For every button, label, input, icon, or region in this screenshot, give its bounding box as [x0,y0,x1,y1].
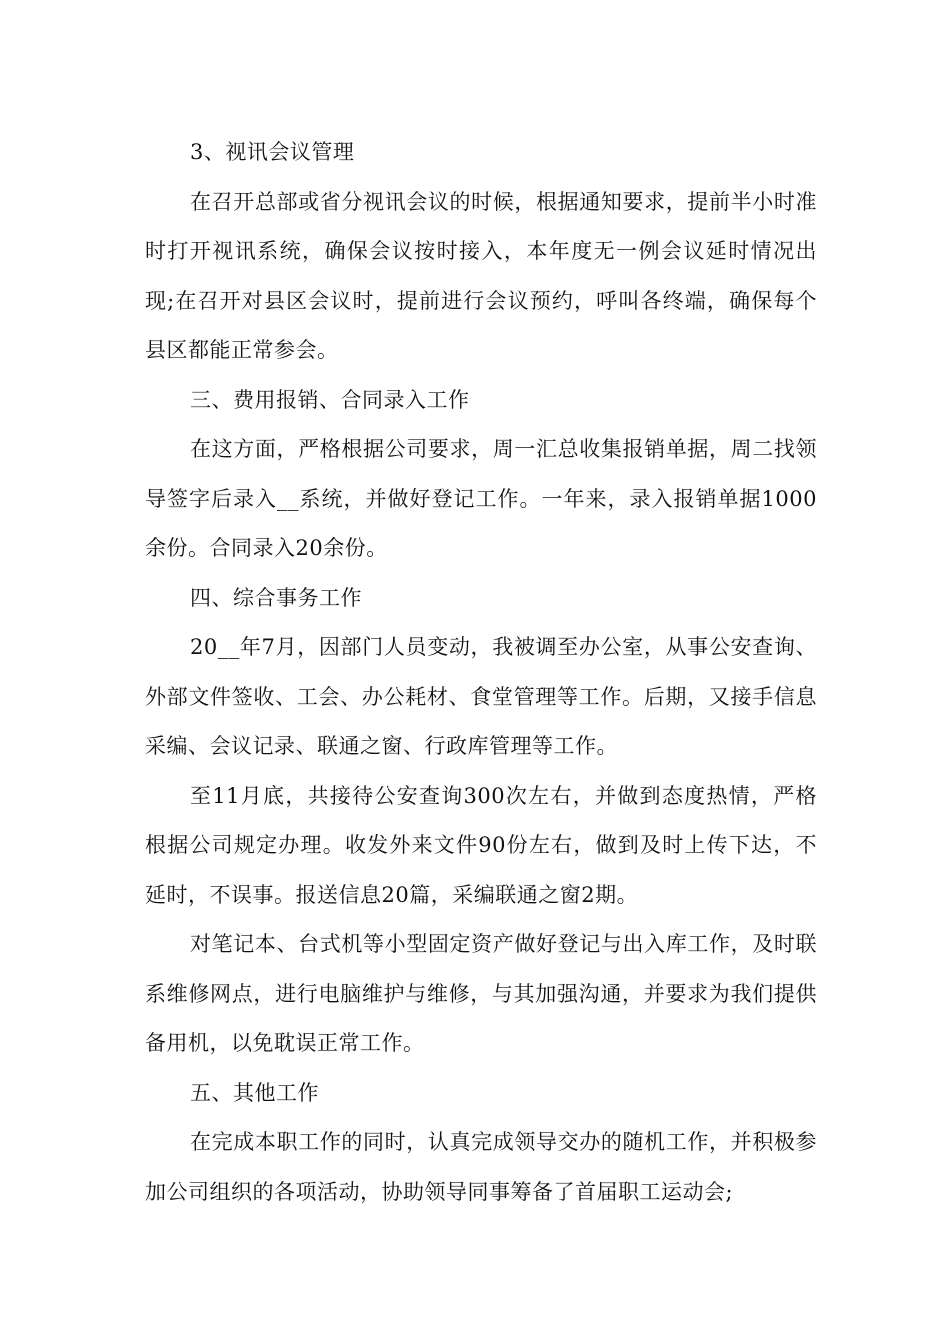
document-body [145,128,817,1217]
paragraph-fixed-assets: 对笔记本、台式机等小型固定资产做好登记与出入库工作，及时联系维修网点，进行电脑维护与维修，与其加强沟通，并要求为我们提供备用机，以免耽误正常工作。 [145,932,817,1055]
heading-expense-contract: 三、费用报销、合同录入工作 [190,387,470,412]
heading-general-affairs: 四、综合事务工作 [190,585,362,610]
paragraph-general-affairs: 20__年7月，因部门人员变动，我被调至办公室，从事公安查询、外部文件签收、工会、办公耗材、食堂管理等工作。后期，又接手信息采编、会议记录、联通之窗、行政库管理等工作。 [145,635,817,758]
paragraph-expense-contract: 在这方面，严格根据公司要求，周一汇总收集报销单据，周二找领导签字后录入__系统，并做好登记工作。一年来，录入报销单据1000余份。合同录入20余份。 [145,437,817,560]
paragraph-police-inquiry: 至11月底，共接待公安查询300次左右，并做到态度热情，严格根据公司规定办理。收发外来文件90份左右，做到及时上传下达，不延时，不误事。报送信息20篇，采编联通之窗2期。 [145,783,817,907]
paragraph-other-work: 在完成本职工作的同时，认真完成领导交办的随机工作，并积极参加公司组织的各项活动，协助领导同事筹备了首届职工运动会; [145,1130,817,1204]
heading-video-conference: 3、视讯会议管理 [190,140,355,164]
heading-other-work: 五、其他工作 [190,1080,319,1105]
paragraph-video-conference: 在召开总部或省分视讯会议的时候，根据通知要求，提前半小时准时打开视讯系统，确保会议按时接入，本年度无一例会议延时情况出现;在召开对县区会议时，提前进行会议预约，呼叫各终端，确保每个县区都能正常参会。 [145,189,817,362]
